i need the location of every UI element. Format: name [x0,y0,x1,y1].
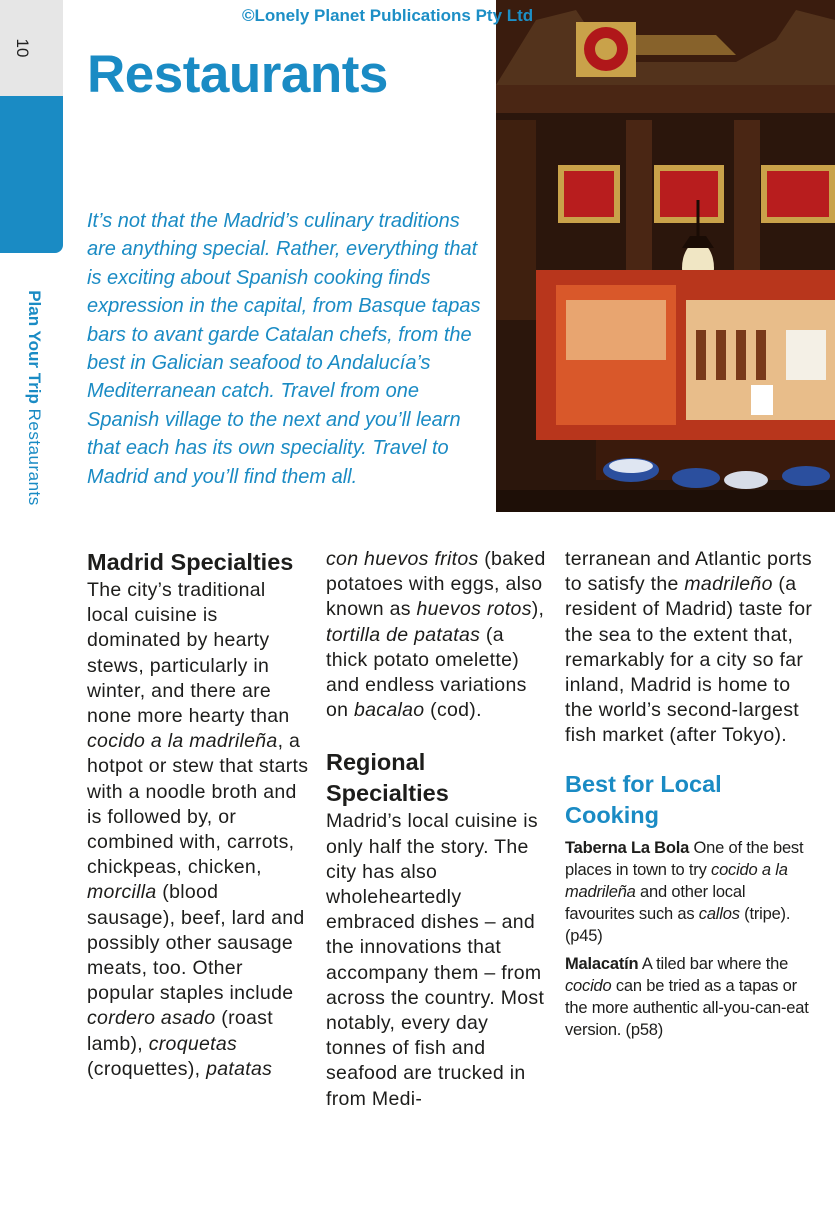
regional-specialties-text-part1: Madrid’s local cuisine is only half the story. The city has also wholeheartedly embraced dishes – and the innovations that accompany them – from across the country. Most notably, every day tonnes of fish and seafood are trucked in from Medi- [326,810,545,1110]
listing-name: Malacatín [565,954,639,973]
regional-specialties-text-part2: terranean and Atlantic ports to satisfy the madrileño (a resident of Madrid) taste for the sea to the extent that, remarkably for a city so far inland, Madrid is home to the world’s second-largest fish market (after Tokyo). [565,548,813,747]
madrid-specialties-heading: Madrid Specialties [87,549,294,575]
column-1 [87,547,312,1082]
regional-specialties-heading: Regional Specialties [326,749,449,807]
running-head-section: Plan Your Trip [25,290,44,404]
section-tab [0,96,63,253]
listing-taberna-la-bola: Taberna La Bola One of the best places in town to try cocido a la madrileña and other local favourites such as callos (tripe). (p45) [565,838,804,945]
madrid-specialties-text-part2: con huevos fritos (baked potatoes with eggs, also known as huevos rotos), tortilla de patatas (a thick potato omelette) and endless variations on bacalao (cod). [326,548,546,722]
restaurant-storefront-photo [496,0,835,512]
best-for-local-cooking-heading: Best for Local Cooking [565,770,722,828]
page-number-tab [0,0,63,96]
listing-name: Taberna La Bola [565,838,690,857]
madrid-specialties-text-part1: The city’s traditional local cuisine is dominated by hearty stews, particularly in winter, and there are none more hearty than cocido a la madrileña, a hotpot or stew that starts with a noodle broth and is followed by, or combined with, carrots, chickpeas, chicken, morcilla (blood sausage), beef, lard and possibly other sausage meats, too. Other popular staples include cordero asado (roast lamb), croquetas (croquettes), patatas [87,579,309,1080]
intro-paragraph: It’s not that the Madrid’s culinary traditions are anything special. Rather, everything that is exciting about Spanish cooking finds expression in the capital, from Basque tapas bars to avant garde Catalan chefs, from the best in Galician seafood to Andalucía’s Mediterranean catch. Travel from one Spanish village to the next and you’ll learn that each has its own speciality. Travel to Madrid and you’ll find them all. [87,210,481,488]
running-head-chapter: Restaurants [25,408,44,506]
listing-malacatin: Malacatín A tiled bar where the cocido can be tried as a tapas or the more authentic all-you-can-eat version. (p58) [565,954,809,1039]
column-3 [565,547,815,1047]
copyright-notice: ©Lonely Planet Publications Pty Ltd [242,6,534,25]
page-number: 10 [13,38,32,58]
running-head [24,290,44,506]
column-2 [326,547,551,1112]
page-title: Restaurants [87,45,388,104]
